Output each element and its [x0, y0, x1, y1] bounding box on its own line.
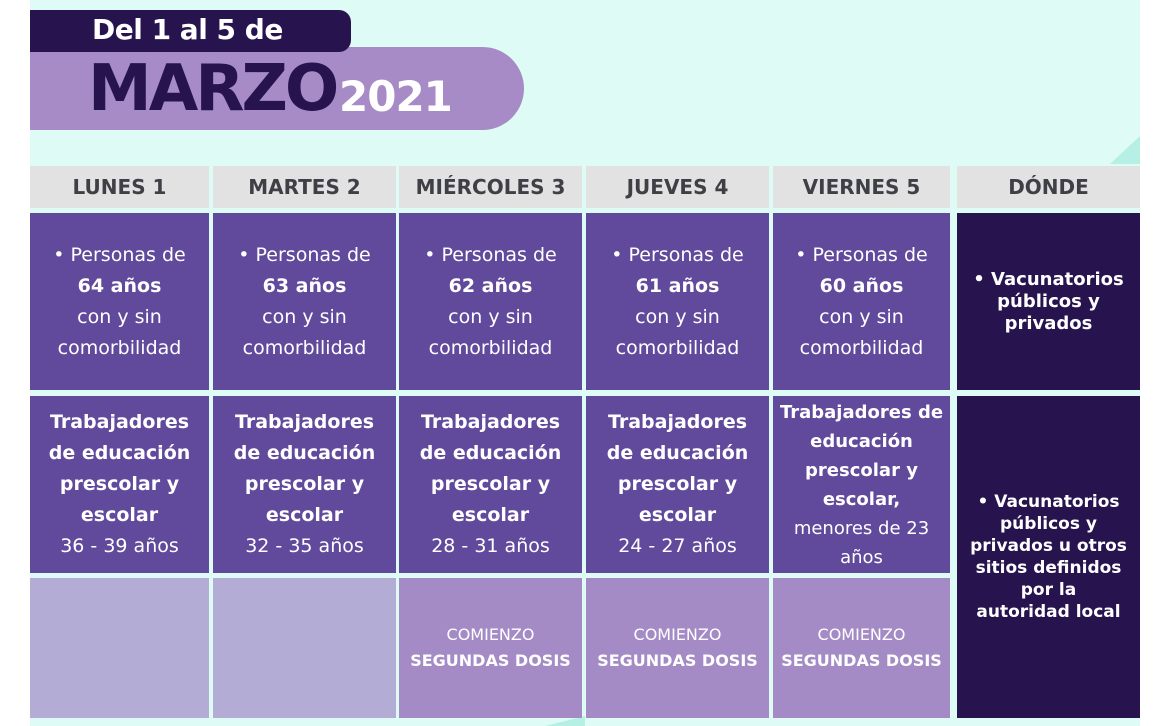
cell-wednesday-second-dose: [399, 578, 582, 718]
cell-wednesday-teachers: [399, 396, 582, 573]
cell-age: 62 años: [448, 274, 533, 297]
cell-friday-teachers: [773, 396, 950, 573]
cell-text: años: [840, 546, 883, 568]
cell-text: • Personas de: [238, 243, 371, 266]
cell-wednesday-seniors: [399, 213, 582, 390]
where-text: sitios definidos: [975, 558, 1122, 578]
month-title: MARZO: [88, 52, 337, 126]
year-label: 2021: [339, 72, 452, 121]
cell-text: SEGUNDAS DOSIS: [410, 651, 571, 670]
where-text: autoridad local: [976, 602, 1121, 622]
cell-age: 61 años: [635, 274, 720, 297]
cell-thursday-second-dose: [586, 578, 769, 718]
cell-text: comorbilidad: [57, 336, 182, 359]
cell-text: prescolar y: [244, 473, 365, 495]
cell-text: Trabajadores: [607, 411, 748, 433]
cell-text: SEGUNDAS DOSIS: [781, 651, 942, 670]
date-range-banner: [30, 10, 351, 52]
cell-text: menores de 23: [793, 517, 930, 539]
month-banner: [30, 47, 524, 130]
column-header-tuesday: MARTES 2: [213, 166, 396, 208]
cell-text: • Personas de: [795, 243, 928, 266]
cell-text: escolar: [638, 504, 717, 526]
where-text: privados u otros: [970, 536, 1127, 556]
cell-text: escolar: [265, 504, 344, 526]
cell-age: 64 años: [77, 274, 162, 297]
cell-text: • Personas de: [424, 243, 557, 266]
cell-text: COMIENZO: [446, 625, 535, 644]
date-range-label: Del 1 al 5 de: [92, 13, 283, 46]
column-header-monday: LUNES 1: [30, 166, 209, 208]
where-text: públicos y: [1000, 514, 1097, 534]
cell-text: con y sin: [448, 305, 533, 328]
cell-where-row1: [957, 213, 1140, 390]
cell-text: prescolar y: [430, 473, 551, 495]
cell-text: comorbilidad: [799, 336, 924, 359]
cell-age: 60 años: [819, 274, 904, 297]
column-header-wednesday: MIÉRCOLES 3: [399, 166, 582, 208]
where-text: públicos y: [997, 290, 1100, 312]
cell-text: con y sin: [77, 305, 162, 328]
cell-tuesday-empty: [213, 578, 396, 718]
cell-text: de educación: [606, 442, 749, 464]
cell-text: de educación: [233, 442, 376, 464]
cell-text: comorbilidad: [242, 336, 367, 359]
where-text: por la: [1020, 580, 1077, 600]
cell-friday-second-dose: [773, 578, 950, 718]
cell-text: con y sin: [635, 305, 720, 328]
cell-text: prescolar y: [617, 473, 738, 495]
cell-text: de educación: [48, 442, 191, 464]
decorative-corner-top-right: [1110, 136, 1140, 164]
where-text: • Vacunatorios: [973, 268, 1124, 290]
cell-thursday-teachers: [586, 396, 769, 573]
schedule-canvas: [30, 0, 1140, 726]
cell-age: 63 años: [262, 274, 347, 297]
cell-monday-seniors: [30, 213, 209, 390]
cell-thursday-seniors: [586, 213, 769, 390]
cell-age-range: 32 - 35 años: [245, 535, 364, 557]
cell-age-range: 36 - 39 años: [60, 535, 179, 557]
cell-text: COMIENZO: [817, 625, 906, 644]
cell-text: escolar: [80, 504, 159, 526]
cell-text: de educación: [419, 442, 562, 464]
column-header-thursday: JUEVES 4: [586, 166, 769, 208]
cell-text: COMIENZO: [633, 625, 722, 644]
cell-text: Trabajadores: [234, 411, 375, 433]
cell-tuesday-seniors: [213, 213, 396, 390]
cell-text: Trabajadores: [420, 411, 561, 433]
cell-text: Trabajadores: [49, 411, 190, 433]
cell-text: • Personas de: [53, 243, 186, 266]
cell-text: comorbilidad: [428, 336, 553, 359]
cell-text: prescolar y: [805, 459, 918, 481]
cell-text: prescolar y: [59, 473, 180, 495]
where-text: privados: [1004, 312, 1093, 334]
cell-text: • Personas de: [611, 243, 744, 266]
where-text: • Vacunatorios: [977, 492, 1120, 512]
cell-monday-teachers: [30, 396, 209, 573]
cell-where-row2: [957, 396, 1140, 718]
cell-text: educación: [810, 430, 913, 452]
cell-text: con y sin: [262, 305, 347, 328]
cell-text: escolar: [451, 504, 530, 526]
cell-monday-empty: [30, 578, 209, 718]
cell-age-range: 24 - 27 años: [618, 535, 737, 557]
cell-age-range: 28 - 31 años: [431, 535, 550, 557]
cell-text: con y sin: [819, 305, 904, 328]
cell-text: SEGUNDAS DOSIS: [597, 651, 758, 670]
cell-friday-seniors: [773, 213, 950, 390]
cell-text: escolar,: [822, 488, 901, 510]
column-header-friday: VIERNES 5: [773, 166, 950, 208]
cell-text: comorbilidad: [615, 336, 740, 359]
cell-tuesday-teachers: [213, 396, 396, 573]
cell-text: Trabajadores de: [779, 401, 944, 423]
column-header-where: DÓNDE: [957, 166, 1140, 208]
